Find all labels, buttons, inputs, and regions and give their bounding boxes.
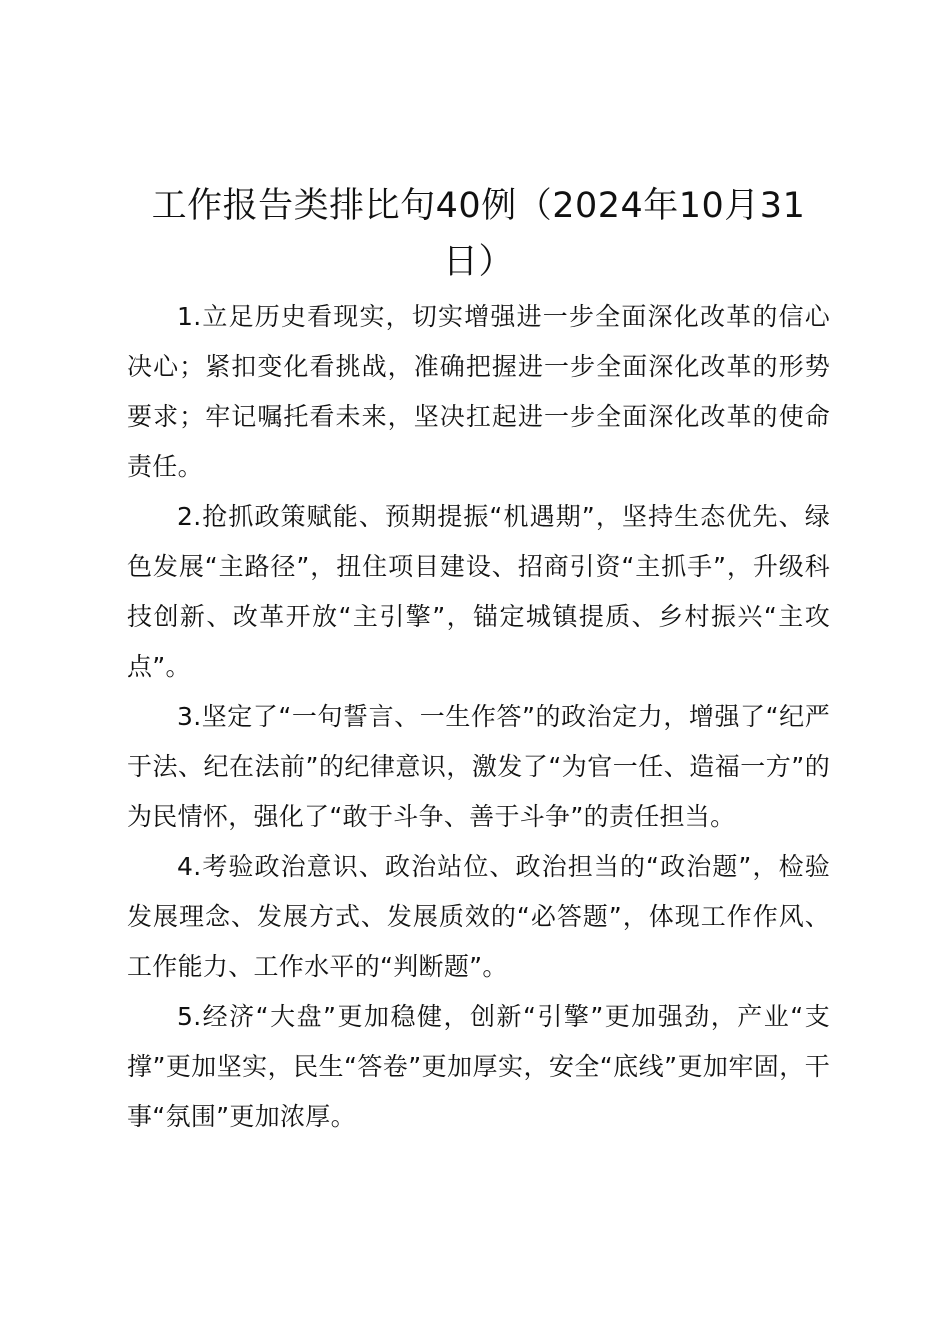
paragraph-4: 4.考验政治意识、政治站位、政治担当的“政治题”，检验发展理念、发展方式、发展质效的“必答题”，体现工作作风、工作能力、工作水平的“判断题”。 xyxy=(127,852,830,981)
paragraph-5: 5.经济“大盘”更加稳健，创新“引擎”更加强劲，产业“支撑”更加坚实，民生“答卷”更加厚实，安全“底线”更加牢固，干事“氛围”更加浓厚。 xyxy=(127,1002,830,1131)
paragraph-1: 1.立足历史看现实，切实增强进一步全面深化改革的信心决心；紧扣变化看挑战，准确把握进一步全面深化改革的形势要求；牢记嘱托看未来，坚决扛起进一步全面深化改革的使命责任。 xyxy=(127,302,830,481)
paragraph-list xyxy=(127,292,830,1142)
paragraph-3: 3.坚定了“一句誓言、一生作答”的政治定力，增强了“纪严于法、纪在法前”的纪律意识，激发了“为官一任、造福一方”的为民情怀，强化了“敢于斗争、善于斗争”的责任担当。 xyxy=(127,702,830,831)
document-title: 工作报告类排比句40例（2024年10月31日） xyxy=(151,186,806,282)
paragraph-2: 2.抢抓政策赋能、预期提振“机遇期”，坚持生态优先、绿色发展“主路径”，扭住项目建设、招商引资“主抓手”，升级科技创新、改革开放“主引擎”，锚定城镇提质、乡村振兴“主攻点”。 xyxy=(127,502,830,681)
